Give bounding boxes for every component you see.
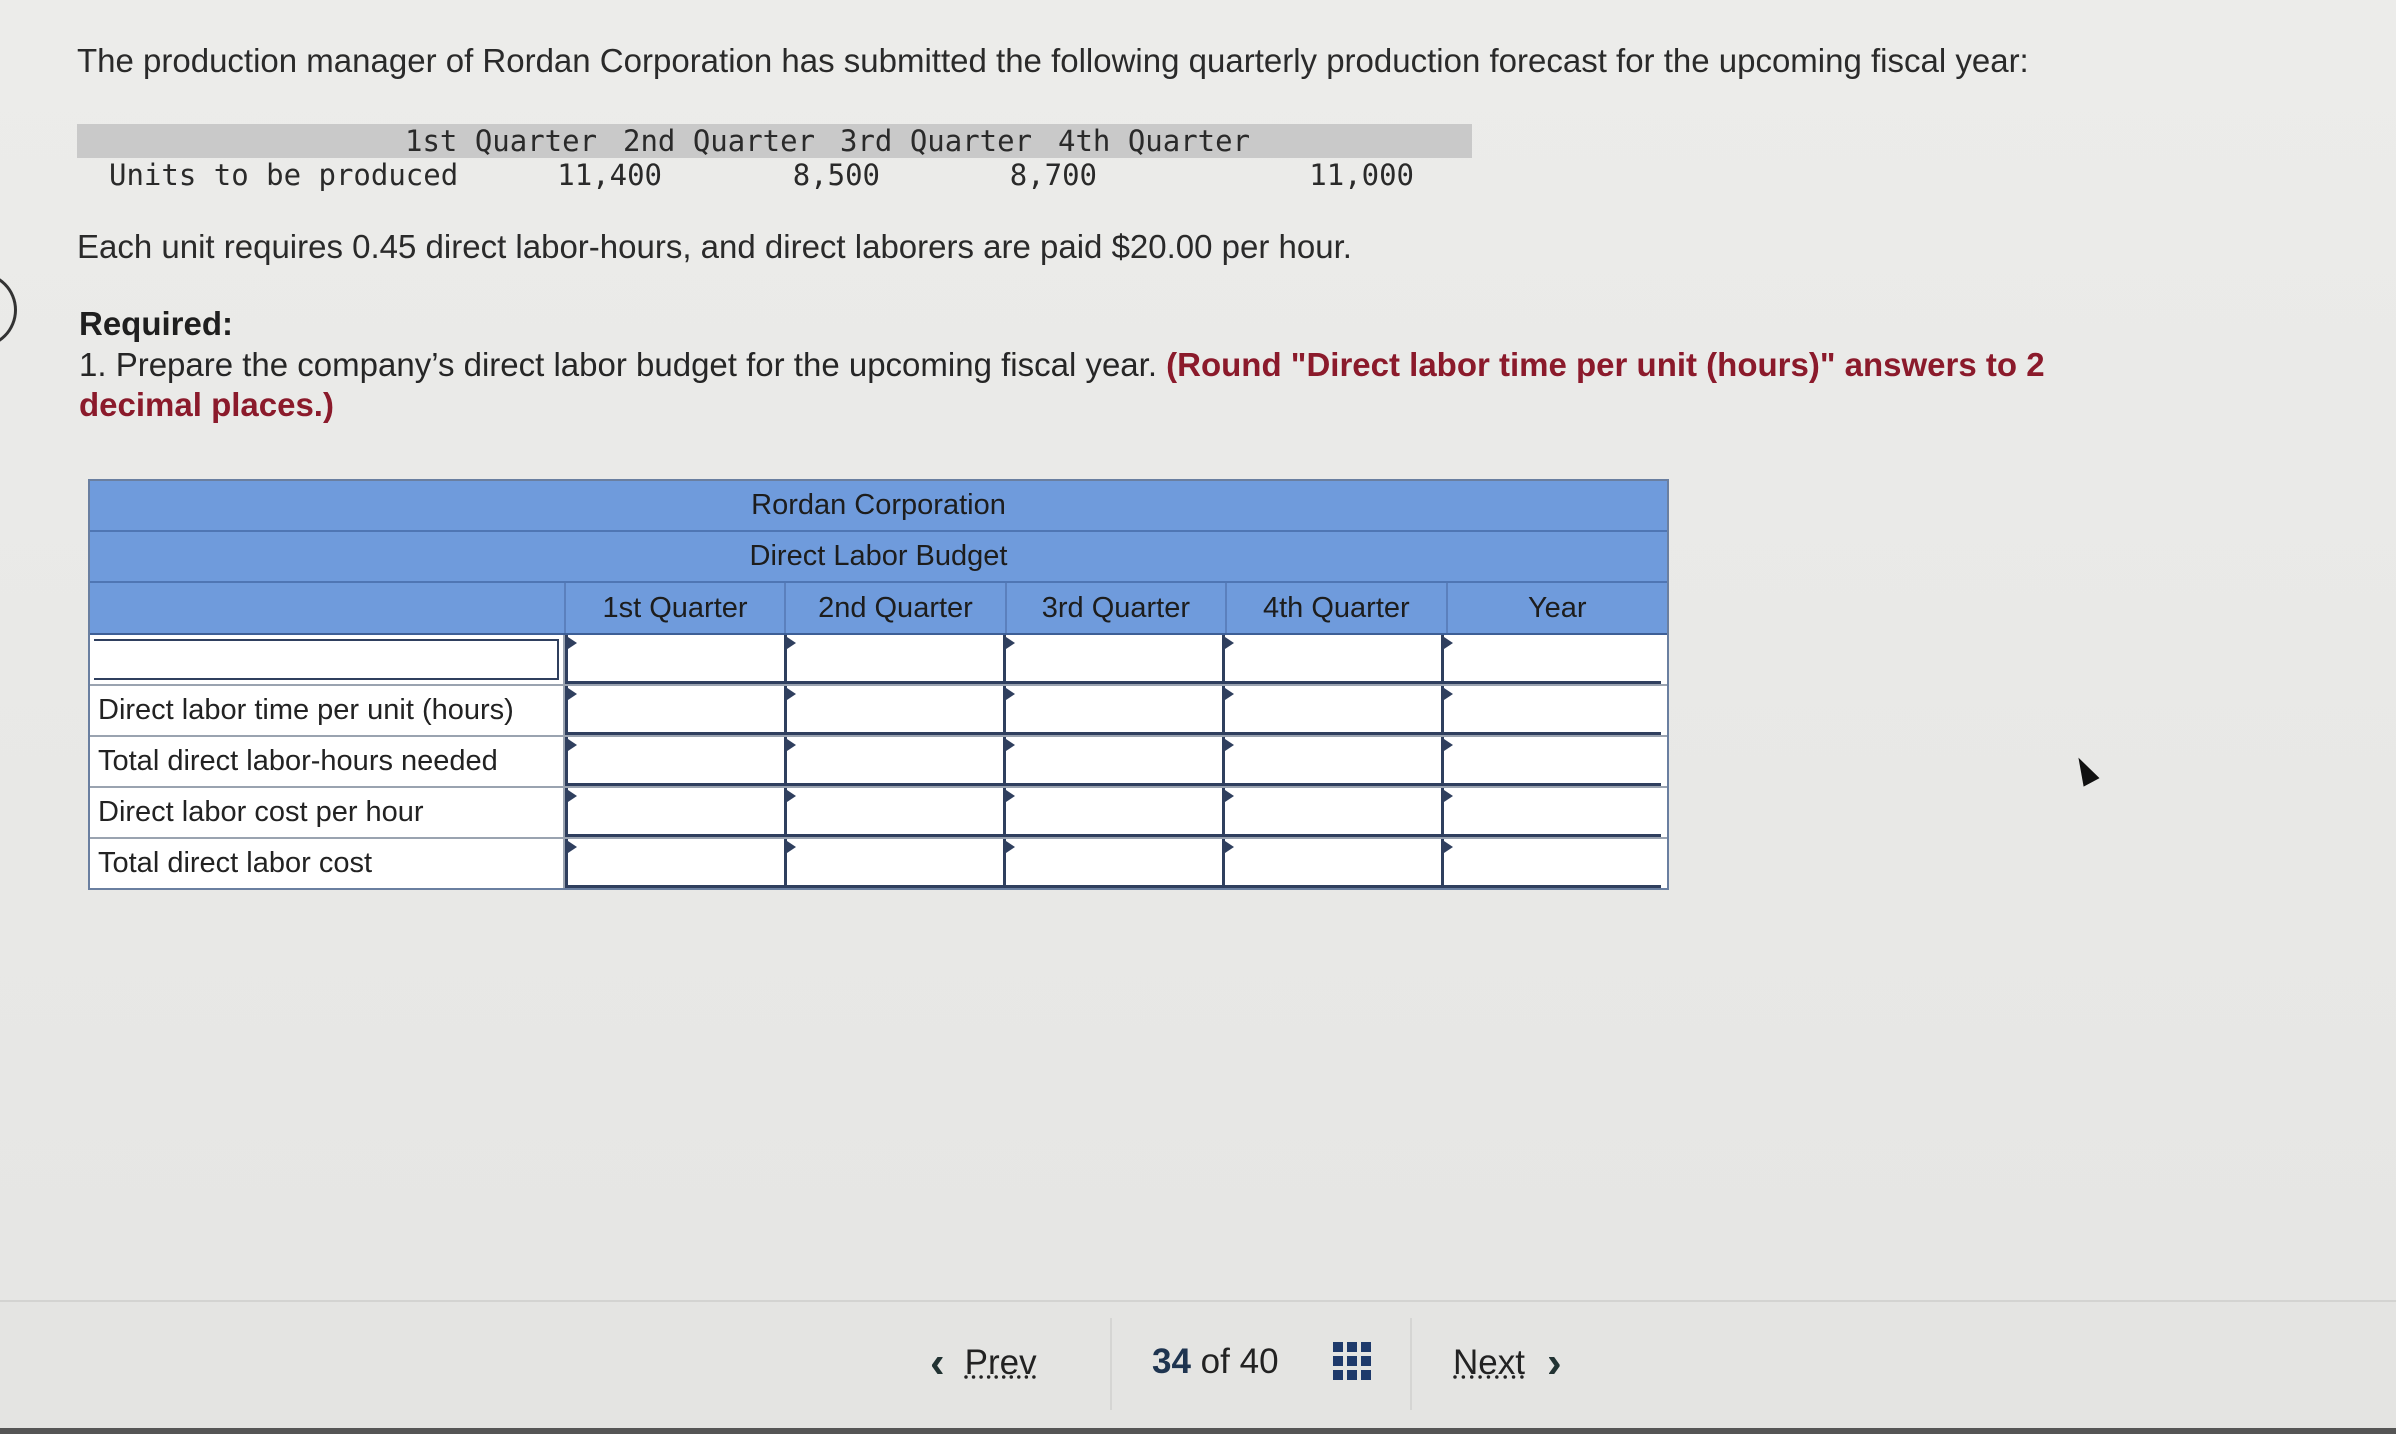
budget-cell[interactable]: [1003, 686, 1222, 735]
total-hours-year-input[interactable]: [1444, 737, 1661, 786]
nav-separator: [1410, 1318, 1412, 1410]
budget-cell[interactable]: [784, 839, 1003, 888]
grid-icon[interactable]: [1333, 1342, 1371, 1380]
budget-cell[interactable]: [1441, 788, 1661, 837]
budget-cell[interactable]: [1222, 788, 1441, 837]
forecast-units-row: [77, 158, 1472, 196]
current-question-number: 34: [1152, 1342, 1191, 1381]
budget-row-time-per-unit: [90, 686, 1667, 737]
budget-column-header-row: [90, 583, 1667, 635]
budget-cell[interactable]: [1222, 737, 1441, 786]
budget-header-q1: 1st Quarter: [564, 583, 784, 633]
prev-button[interactable]: [930, 1338, 1037, 1388]
footer-divider: [0, 1300, 2396, 1302]
forecast-header-q1: 1st Quarter: [405, 124, 598, 158]
budget-cell[interactable]: [784, 686, 1003, 735]
budget-cell[interactable]: [565, 635, 784, 684]
budget-header-blank: [90, 583, 564, 633]
labor-note: Each unit requires 0.45 direct labor-hours, and direct laborers are paid $20.00 per hour.: [77, 228, 1352, 265]
budget-row-total-hours: [90, 737, 1667, 788]
time-per-unit-q3-input[interactable]: [1006, 686, 1222, 735]
budget-row-total-cost: [90, 839, 1667, 888]
budget-company-name: Rordan Corporation: [90, 481, 1667, 532]
units-q2-input[interactable]: [787, 635, 1003, 684]
forecast-value-q3: 8,700: [1009, 158, 1097, 192]
total-hours-q2-input[interactable]: [787, 737, 1003, 786]
budget-row-label: Total direct labor cost: [90, 839, 565, 888]
budget-cell[interactable]: [1003, 635, 1222, 684]
budget-cell[interactable]: [1441, 737, 1661, 786]
time-per-unit-q4-input[interactable]: [1225, 686, 1441, 735]
forecast-value-q2: 8,500: [792, 158, 880, 192]
budget-cell[interactable]: [1222, 686, 1441, 735]
budget-header-q2: 2nd Quarter: [784, 583, 1004, 633]
budget-row-cost-per-hour: [90, 788, 1667, 839]
question-navigation: [930, 1318, 1580, 1410]
cost-per-hour-year-input[interactable]: [1444, 788, 1661, 837]
next-button[interactable]: [1453, 1338, 1562, 1388]
time-per-unit-q2-input[interactable]: [787, 686, 1003, 735]
intro-text: The production manager of Rordan Corporation has submitted the following quarterly production forecast for the upcoming fiscal year:: [77, 42, 2029, 79]
forecast-header-q3: 3rd Quarter: [840, 124, 1033, 158]
budget-header-q4: 4th Quarter: [1225, 583, 1445, 633]
prev-label: Prev: [964, 1343, 1037, 1382]
forecast-header-q2: 2nd Quarter: [623, 124, 816, 158]
budget-header-year: Year: [1446, 583, 1667, 633]
budget-header-q3: 3rd Quarter: [1005, 583, 1225, 633]
total-hours-q4-input[interactable]: [1225, 737, 1441, 786]
budget-row-label: Direct labor cost per hour: [90, 788, 565, 837]
chevron-left-icon: ‹: [930, 1338, 945, 1387]
budget-cell[interactable]: [784, 788, 1003, 837]
budget-cell[interactable]: [1441, 839, 1661, 888]
forecast-header-row: [77, 124, 1472, 158]
time-per-unit-year-input[interactable]: [1444, 686, 1661, 735]
budget-cell[interactable]: [1441, 635, 1661, 684]
budget-cell[interactable]: [1222, 839, 1441, 888]
page-indicator: [1152, 1342, 1279, 1382]
forecast-value-q4: 11,000: [1309, 158, 1414, 192]
total-cost-q1-input[interactable]: [568, 839, 784, 888]
budget-cell[interactable]: [565, 686, 784, 735]
budget-row-label: Direct labor time per unit (hours): [90, 686, 565, 735]
budget-cell[interactable]: [1003, 839, 1222, 888]
total-cost-q2-input[interactable]: [787, 839, 1003, 888]
total-question-count: 40: [1239, 1342, 1279, 1381]
forecast-value-q1: 11,400: [557, 158, 662, 192]
direct-labor-budget-table: [88, 479, 1669, 890]
budget-cell[interactable]: [1003, 737, 1222, 786]
side-panel-toggle[interactable]: [0, 272, 17, 348]
budget-cell[interactable]: [565, 788, 784, 837]
nav-separator: [1110, 1318, 1112, 1410]
budget-cell[interactable]: [565, 839, 784, 888]
cost-per-hour-q3-input[interactable]: [1006, 788, 1222, 837]
required-description: 1. Prepare the company’s direct labor budget for the upcoming fiscal year.: [79, 346, 1157, 383]
required-title: Required:: [79, 305, 234, 342]
budget-row-label: Total direct labor-hours needed: [90, 737, 565, 786]
budget-title: Direct Labor Budget: [90, 532, 1667, 583]
page-of-label: of: [1200, 1342, 1230, 1381]
budget-cell[interactable]: [1441, 686, 1661, 735]
units-label-dropdown[interactable]: [94, 639, 559, 680]
units-q4-input[interactable]: [1225, 635, 1441, 684]
production-forecast-table: [77, 124, 1472, 196]
budget-cell[interactable]: [1003, 788, 1222, 837]
budget-cell[interactable]: [1222, 635, 1441, 684]
forecast-row-label: Units to be produced: [109, 158, 459, 192]
rounding-instruction: (Round "Direct labor time per unit (hours)" answers to 2 decimal places.): [79, 346, 2045, 423]
cost-per-hour-q2-input[interactable]: [787, 788, 1003, 837]
cost-per-hour-q4-input[interactable]: [1225, 788, 1441, 837]
units-q1-input[interactable]: [568, 635, 784, 684]
mouse-cursor-icon: [2070, 753, 2099, 786]
cost-per-hour-q1-input[interactable]: [568, 788, 784, 837]
total-cost-q3-input[interactable]: [1006, 839, 1222, 888]
budget-cell[interactable]: [565, 737, 784, 786]
chevron-right-icon: ›: [1546, 1338, 1562, 1387]
next-label: Next: [1453, 1343, 1525, 1382]
time-per-unit-q1-input[interactable]: [568, 686, 784, 735]
total-hours-q3-input[interactable]: [1006, 737, 1222, 786]
screen-bottom-edge: [0, 1428, 2396, 1434]
units-q3-input[interactable]: [1006, 635, 1222, 684]
total-cost-q4-input[interactable]: [1225, 839, 1441, 888]
budget-cell[interactable]: [784, 737, 1003, 786]
budget-cell[interactable]: [784, 635, 1003, 684]
forecast-header-q4: 4th Quarter: [1058, 124, 1251, 158]
required-text: [79, 345, 2139, 425]
total-hours-q1-input[interactable]: [568, 737, 784, 786]
budget-row-units: [90, 635, 1667, 686]
budget-row-label-input[interactable]: [90, 635, 565, 684]
total-cost-year-input[interactable]: [1444, 839, 1661, 888]
units-year-input[interactable]: [1444, 635, 1661, 684]
